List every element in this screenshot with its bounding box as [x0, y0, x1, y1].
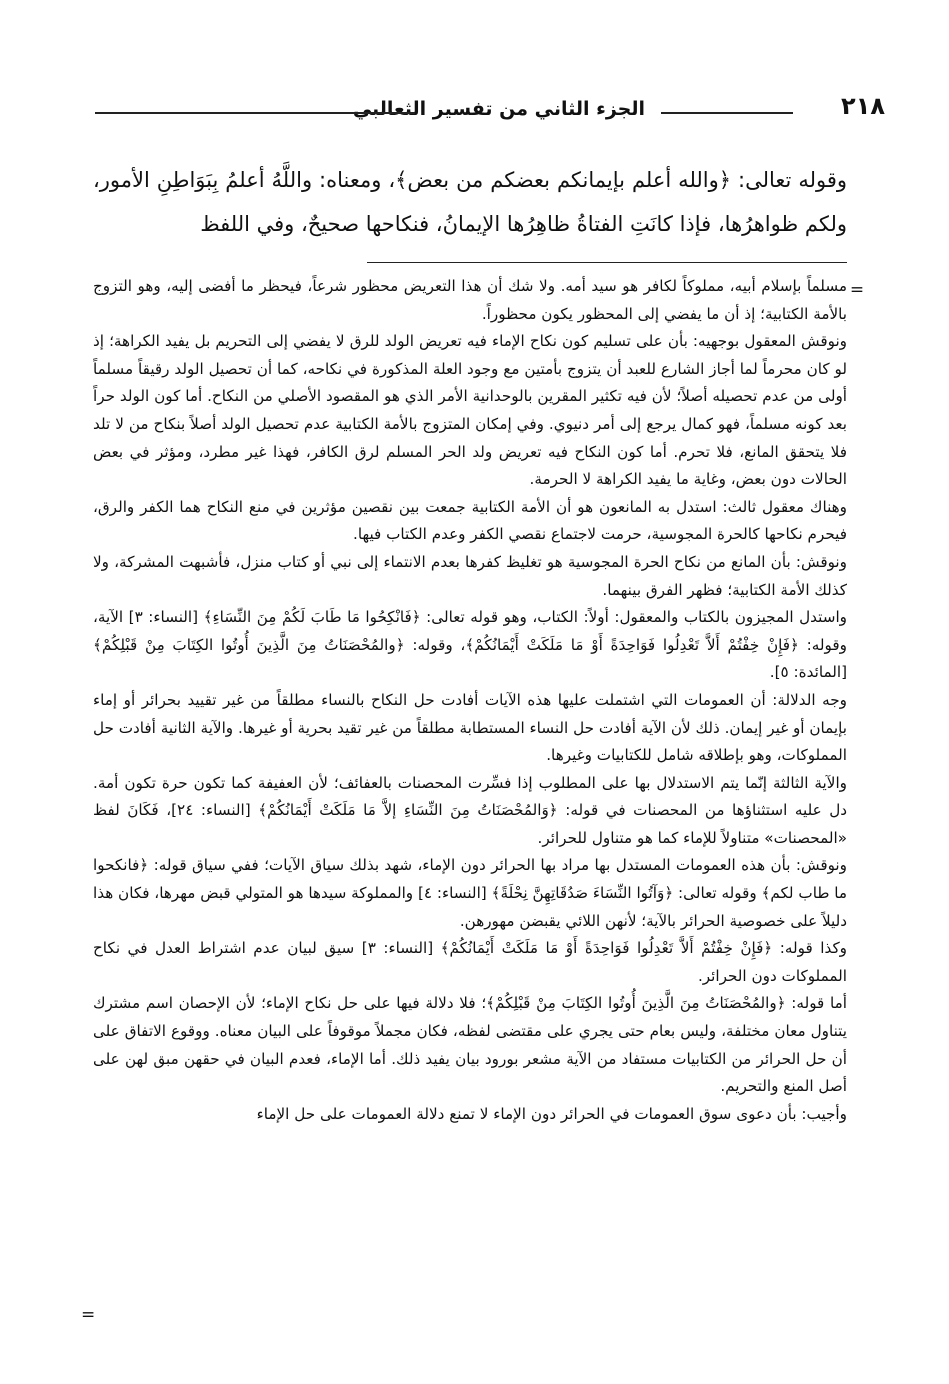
page-number: ٢١٨ [841, 92, 885, 120]
footnote-paragraph: ونوقش المعقول بوجهيه: بأن على تسليم كون نكاح الإماء فيه تعريض الولد للرق لا يفضي إلى التحريم بل يفيد الكراهة؛ إذ لو كان محرماً لما أجاز الشارع للعبد أن يتزوج بأمتين مع وجود العلة المذكورة في نكاحه، كما أن تحصيل الولد رقيقاً مسلماً أولى من عدم تحصيله أصلاً؛ لأن فيه تكثير المقرين بالوحدانية الأمر الذي هو المقصود الأصلي من النكاح. أما كون الولد حراً بعد كونه مسلماً، فهو كمال يرجع إلى أمر دنيوي. وفي إمكان المتزوج بالأمة الكتابية عدم تحصيل الولد أصلاً بنكاح من لا تلد فلا يتحقق المانع، فلا تحرم. أما كون النكاح فيه تعريض ولد الحر المسلم لرق الكافر، فهذا غير مطرد، ومؤثر في بعض الحالات دون بعض، وغاية ما يفيد الكراهة لا الحرمة. [93, 332, 847, 489]
footnote-paragraph: واستدل المجيزون بالكتاب والمعقول: أولاً: الكتاب، وهو قوله تعالى: ﴿فَانْكِحُوا مَا طَابَ لَكُمْ مِنَ النِّسَاءِ﴾ [النساء: ٣] الآية، وقوله: ﴿فَإِنْ خِفْتُمْ أَلاَّ تَعْدِلُوا فَوَاحِدَةً أَوْ مَا مَلَكَتْ أَيْمَانُكُمْ﴾، وقوله: ﴿والمُحْصَنَاتُ مِنَ الَّذِينَ أُوتُوا الكِتَابَ مِنْ قَبْلِكُمْ﴾ [المائدة: ٥]. [93, 608, 847, 682]
page-header [95, 92, 885, 126]
footnote-paragraph: وكذا قوله: ﴿فَإِنْ خِفْتُمْ أَلاَّ تَعْدِلُوا فَوَاحِدَةً أَوْ مَا مَلَكَتْ أَيْمَانُكُمْ﴾ [النساء: ٣] سيق لبيان عدم اشتراط العدل في نكاح المملوكات دون الحرائر. [93, 939, 848, 985]
footnote-paragraph: ونوقش: بأن هذه العمومات المستدل بها مراد بها الحرائر دون الإماء، شهد بذلك سياق الآيات؛ ففي سياق قوله: ﴿فانكحوا ما طاب لكم﴾ وقوله تعالى: ﴿وَآتُوا النِّسَاءَ صَدُقَاتِهِنَّ نِحْلَةً﴾ [النساء: ٤] والمملوكة سيدها هو المتولي قبض مهرها، فكان هذا دليلاً على خصوصية الحرائر بالآية؛ لأنهن اللائي يقبضن مهورهن. [93, 856, 848, 930]
main-text [93, 158, 847, 246]
footnote-paragraph: والآية الثالثة إنّما يتم الاستدلال بها على المطلوب إذا فسِّرت المحصنات بالعفائف؛ لأن العفيفة كما تكون حرة تكون أمة. دل عليه استثناؤها من المحصنات في قوله: ﴿وَالمُحْصَنَاتُ مِنَ النِّسَاءِ إلاَّ مَا مَلَكَتْ أَيْمَانُكُمْ﴾ [النساء: ٢٤]، فَكَانَ لفظ «المحصنات» متناولاً للإماء كما هو متناول للحرائر. [93, 773, 847, 847]
footnote-paragraph: أما قوله: ﴿والمُحْصَنَاتُ مِنَ الَّذِينَ أُوتُوا الكِتَابَ مِنْ قَبْلِكُمْ﴾؛ فلا دلالة فيها على حل نكاح الإماء؛ لأن الإحصان اسم مشترك يتناول معان مختلفة، وليس بعام حتى يجري على مقتضى لفظه، فكان مجملاً موقوفاً على البيان معناه. ووقوع الاتفاق على أن حل الحرائر من الكتابيات مستفاد من الآية مشعر بورود بيان يفيد ذلك. أما الإماء، فعدم البيان في حقهن مبق لهن على أصل المنع والتحريم. [93, 994, 847, 1096]
footnote-paragraph: وجه الدلالة: أن العمومات التي اشتملت عليها هذه الآيات أفادت حل النكاح بالنساء مطلقاً من غير تقييد بحرائر أو إماء بإيمان أو غير إيمان. ذلك لأن الآية أفادت حل النساء المستطابة مطلقاً من غير تقيد بحرية أو غيرها. والآية الثانية أفادت حل المملوكات، وهو بإطلاقه شامل للكتابيات وغيرها. [93, 690, 847, 765]
running-title: الجزء الثاني من تفسير الثعالبي [352, 98, 645, 120]
footnote-paragraph: وأجيب: بأن دعوى سوق العمومات في الحرائر دون الإماء لا تمنع دلالة العمومات على حل الإماء [256, 1104, 847, 1123]
header-rule [661, 112, 793, 114]
footnote-paragraph: مسلماً بإسلام أبيه، مملوكاً لكافر هو سيد أمه. ولا شك أن هذا التعريض محظور شرعاً، فيحظر ما أفضى إليه، وهو التزوج بالأمة الكتابية؛ إذ أن ما يفضي إلى المحظور يكون محظوراً. [93, 277, 847, 323]
header-rule [95, 112, 415, 114]
footnote-paragraph: وهناك معقول ثالث: استدل به المانعون هو أن الأمة الكتابية جمعت بين نقصين مؤثرين في منع النكاح هما الكفر والرق، فيحرم نكاحها كالحرة المجوسية، حرمت لاجتماع نقصي الكفر وعدم الكتاب فيها. [93, 497, 847, 544]
main-paragraph: وقوله تعالى: ﴿والله أعلم بإيمانكم بعضكم من بعض﴾، ومعناه: واللَّهُ أعلمُ بِبَوَاطِنِ الأمور، ولكم ظواهرُها، فإذا كانَتِ الفتاةُ ظاهِرُها الإيمانُ، فنكاحها صحيحٌ، وفي اللفظ [93, 168, 847, 236]
footnote-end-mark: = [81, 1305, 96, 1325]
footnote-continuation-mark: = [849, 280, 865, 300]
footnote-paragraph: ونوقش: بأن المانع من نكاح الحرة المجوسية هو تغليظ كفرها بعدم الانتماء إلى نبي أو كتاب منزل، فأشبهت المشركة، ولا كذلك الأمة الكتابية؛ فظهر الفرق بينهما. [93, 552, 847, 599]
footnote-separator [367, 262, 847, 263]
footnotes [93, 273, 847, 1128]
